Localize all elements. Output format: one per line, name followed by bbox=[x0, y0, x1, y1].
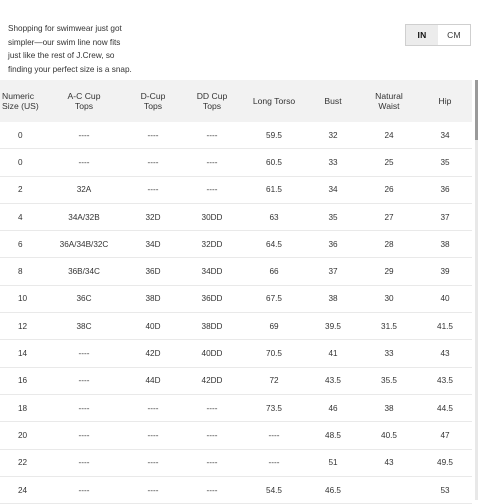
cell-size: 6 bbox=[0, 231, 44, 258]
unit-toggle bbox=[405, 24, 471, 46]
table-row bbox=[0, 149, 472, 176]
cell-ac-cup: ---- bbox=[44, 149, 124, 176]
cell-dd-cup: 36DD bbox=[182, 285, 242, 312]
cell-hip: 49.5 bbox=[418, 449, 472, 476]
header-label-line: Size (US) bbox=[2, 101, 39, 111]
table-row bbox=[0, 313, 472, 340]
header-label-line: Hip bbox=[438, 95, 452, 106]
cell-waist: 24 bbox=[360, 122, 418, 149]
table-row bbox=[0, 285, 472, 312]
intro-line: just like the rest of J.Crew, so bbox=[8, 51, 115, 60]
cell-size: 14 bbox=[0, 340, 44, 367]
cell-d-cup: ---- bbox=[124, 122, 182, 149]
cell-ac-cup: ---- bbox=[44, 394, 124, 421]
header-label-line: Bust bbox=[324, 95, 342, 106]
cell-long-torso: 54.5 bbox=[242, 476, 306, 503]
header-label-line: Tops bbox=[202, 101, 222, 111]
cell-long-torso: 64.5 bbox=[242, 231, 306, 258]
cell-dd-cup: 32DD bbox=[182, 231, 242, 258]
cell-bust: 32 bbox=[306, 122, 360, 149]
header-label-line: Tops bbox=[143, 101, 163, 111]
cell-bust: 38 bbox=[306, 285, 360, 312]
cell-dd-cup: 38DD bbox=[182, 313, 242, 340]
cell-bust: 34 bbox=[306, 176, 360, 203]
cell-d-cup: ---- bbox=[124, 176, 182, 203]
cell-ac-cup: 38C bbox=[44, 313, 124, 340]
cell-waist: 25 bbox=[360, 149, 418, 176]
cell-hip: 43.5 bbox=[418, 367, 472, 394]
intro-line: Shopping for swimwear just got bbox=[8, 24, 122, 33]
cell-waist: 35.5 bbox=[360, 367, 418, 394]
cell-long-torso: 69 bbox=[242, 313, 306, 340]
cell-waist: 43 bbox=[360, 449, 418, 476]
cell-dd-cup: 34DD bbox=[182, 258, 242, 285]
cell-dd-cup: ---- bbox=[182, 149, 242, 176]
table-row bbox=[0, 367, 472, 394]
header-label-line: A-C Cup bbox=[67, 90, 101, 101]
cell-size: 22 bbox=[0, 449, 44, 476]
table-row bbox=[0, 203, 472, 230]
header-label-line: D-Cup bbox=[140, 90, 166, 101]
cell-d-cup: 40D bbox=[124, 313, 182, 340]
cell-size: 0 bbox=[0, 122, 44, 149]
cell-waist: 30 bbox=[360, 285, 418, 312]
table-row bbox=[0, 176, 472, 203]
cell-d-cup: 34D bbox=[124, 231, 182, 258]
header-label-line: DD Cup bbox=[196, 90, 228, 101]
cell-long-torso: 73.5 bbox=[242, 394, 306, 421]
scrollbar-track[interactable] bbox=[475, 80, 478, 500]
cell-waist: 33 bbox=[360, 340, 418, 367]
cell-hip: 53 bbox=[418, 476, 472, 503]
cell-long-torso: 60.5 bbox=[242, 149, 306, 176]
intro-text bbox=[8, 22, 148, 76]
table-row bbox=[0, 340, 472, 367]
size-chart-table bbox=[0, 80, 472, 504]
cell-dd-cup: ---- bbox=[182, 422, 242, 449]
cell-d-cup: ---- bbox=[124, 394, 182, 421]
cell-ac-cup: 36C bbox=[44, 285, 124, 312]
cell-hip: 44.5 bbox=[418, 394, 472, 421]
cell-d-cup: 44D bbox=[124, 367, 182, 394]
cell-waist: 29 bbox=[360, 258, 418, 285]
cell-ac-cup: 36B/34C bbox=[44, 258, 124, 285]
cell-ac-cup: ---- bbox=[44, 340, 124, 367]
cell-dd-cup: ---- bbox=[182, 394, 242, 421]
cell-bust: 41 bbox=[306, 340, 360, 367]
cell-size: 16 bbox=[0, 367, 44, 394]
header-natural-waist bbox=[360, 80, 418, 122]
cell-hip: 35 bbox=[418, 149, 472, 176]
cell-d-cup: ---- bbox=[124, 449, 182, 476]
cell-ac-cup: ---- bbox=[44, 422, 124, 449]
cell-hip: 36 bbox=[418, 176, 472, 203]
header-label-line: Natural bbox=[375, 90, 403, 101]
cell-long-torso: 61.5 bbox=[242, 176, 306, 203]
header-long-torso bbox=[242, 80, 306, 122]
cell-dd-cup: 42DD bbox=[182, 367, 242, 394]
cell-d-cup: 36D bbox=[124, 258, 182, 285]
intro-line: finding your perfect size is a snap. bbox=[8, 64, 132, 74]
scrollbar-thumb[interactable] bbox=[475, 80, 478, 140]
cell-bust: 48.5 bbox=[306, 422, 360, 449]
cell-long-torso: ---- bbox=[242, 422, 306, 449]
cell-d-cup: ---- bbox=[124, 422, 182, 449]
cell-long-torso: 72 bbox=[242, 367, 306, 394]
cell-ac-cup: 36A/34B/32C bbox=[44, 231, 124, 258]
cell-size: 0 bbox=[0, 149, 44, 176]
cell-ac-cup: 32A bbox=[44, 176, 124, 203]
cell-bust: 46.5 bbox=[306, 476, 360, 503]
cell-waist: 26 bbox=[360, 176, 418, 203]
cell-long-torso: 70.5 bbox=[242, 340, 306, 367]
cell-waist: 27 bbox=[360, 203, 418, 230]
cell-ac-cup: ---- bbox=[44, 476, 124, 503]
header-bust bbox=[306, 80, 360, 122]
cell-bust: 51 bbox=[306, 449, 360, 476]
cell-bust: 43.5 bbox=[306, 367, 360, 394]
cell-dd-cup: 40DD bbox=[182, 340, 242, 367]
cell-size: 24 bbox=[0, 476, 44, 503]
cell-bust: 36 bbox=[306, 231, 360, 258]
cell-size: 18 bbox=[0, 394, 44, 421]
cell-hip: 40 bbox=[418, 285, 472, 312]
cell-size: 2 bbox=[0, 176, 44, 203]
unit-in-button[interactable]: IN bbox=[406, 25, 438, 45]
table-row bbox=[0, 422, 472, 449]
header-hip bbox=[418, 80, 472, 122]
cell-d-cup: 38D bbox=[124, 285, 182, 312]
cell-long-torso: 63 bbox=[242, 203, 306, 230]
cell-dd-cup: ---- bbox=[182, 449, 242, 476]
header-label-line: Tops bbox=[74, 101, 94, 111]
cell-waist: 38 bbox=[360, 394, 418, 421]
cell-waist: 28 bbox=[360, 231, 418, 258]
header-numeric-size bbox=[0, 80, 44, 122]
cell-bust: 37 bbox=[306, 258, 360, 285]
table-row bbox=[0, 122, 472, 149]
cell-size: 12 bbox=[0, 313, 44, 340]
cell-bust: 33 bbox=[306, 149, 360, 176]
cell-size: 8 bbox=[0, 258, 44, 285]
cell-hip: 47 bbox=[418, 422, 472, 449]
cell-long-torso: 66 bbox=[242, 258, 306, 285]
header-label-line: Long Torso bbox=[252, 95, 296, 106]
cell-bust: 39.5 bbox=[306, 313, 360, 340]
cell-waist: 40.5 bbox=[360, 422, 418, 449]
cell-hip: 43 bbox=[418, 340, 472, 367]
cell-ac-cup: ---- bbox=[44, 449, 124, 476]
intro-line: simpler—our swim line now fits bbox=[8, 37, 121, 47]
cell-long-torso: 59.5 bbox=[242, 122, 306, 149]
header-ac-cup-tops bbox=[44, 80, 124, 122]
cell-long-torso: ---- bbox=[242, 449, 306, 476]
cell-dd-cup: ---- bbox=[182, 176, 242, 203]
cell-waist: 31.5 bbox=[360, 313, 418, 340]
cell-dd-cup: ---- bbox=[182, 122, 242, 149]
cell-size: 10 bbox=[0, 285, 44, 312]
cell-hip: 34 bbox=[418, 122, 472, 149]
cell-bust: 35 bbox=[306, 203, 360, 230]
table-row bbox=[0, 258, 472, 285]
header-label-line: Numeric bbox=[2, 90, 34, 101]
cell-dd-cup: ---- bbox=[182, 476, 242, 503]
table-row bbox=[0, 231, 472, 258]
cell-ac-cup: ---- bbox=[44, 367, 124, 394]
unit-cm-button[interactable]: CM bbox=[438, 25, 470, 45]
table-body bbox=[0, 122, 472, 504]
cell-d-cup: ---- bbox=[124, 476, 182, 503]
header-label-line: Waist bbox=[378, 101, 400, 111]
table-row bbox=[0, 394, 472, 421]
cell-size: 4 bbox=[0, 203, 44, 230]
cell-d-cup: 42D bbox=[124, 340, 182, 367]
cell-hip: 41.5 bbox=[418, 313, 472, 340]
cell-dd-cup: 30DD bbox=[182, 203, 242, 230]
cell-long-torso: 67.5 bbox=[242, 285, 306, 312]
cell-ac-cup: ---- bbox=[44, 122, 124, 149]
cell-hip: 38 bbox=[418, 231, 472, 258]
header-dd-cup-tops bbox=[182, 80, 242, 122]
cell-d-cup: ---- bbox=[124, 149, 182, 176]
cell-bust: 46 bbox=[306, 394, 360, 421]
cell-hip: 37 bbox=[418, 203, 472, 230]
cell-hip: 39 bbox=[418, 258, 472, 285]
header-d-cup-tops bbox=[124, 80, 182, 122]
cell-d-cup: 32D bbox=[124, 203, 182, 230]
table-row bbox=[0, 449, 472, 476]
table-header-row bbox=[0, 80, 472, 122]
cell-size: 20 bbox=[0, 422, 44, 449]
cell-ac-cup: 34A/32B bbox=[44, 203, 124, 230]
